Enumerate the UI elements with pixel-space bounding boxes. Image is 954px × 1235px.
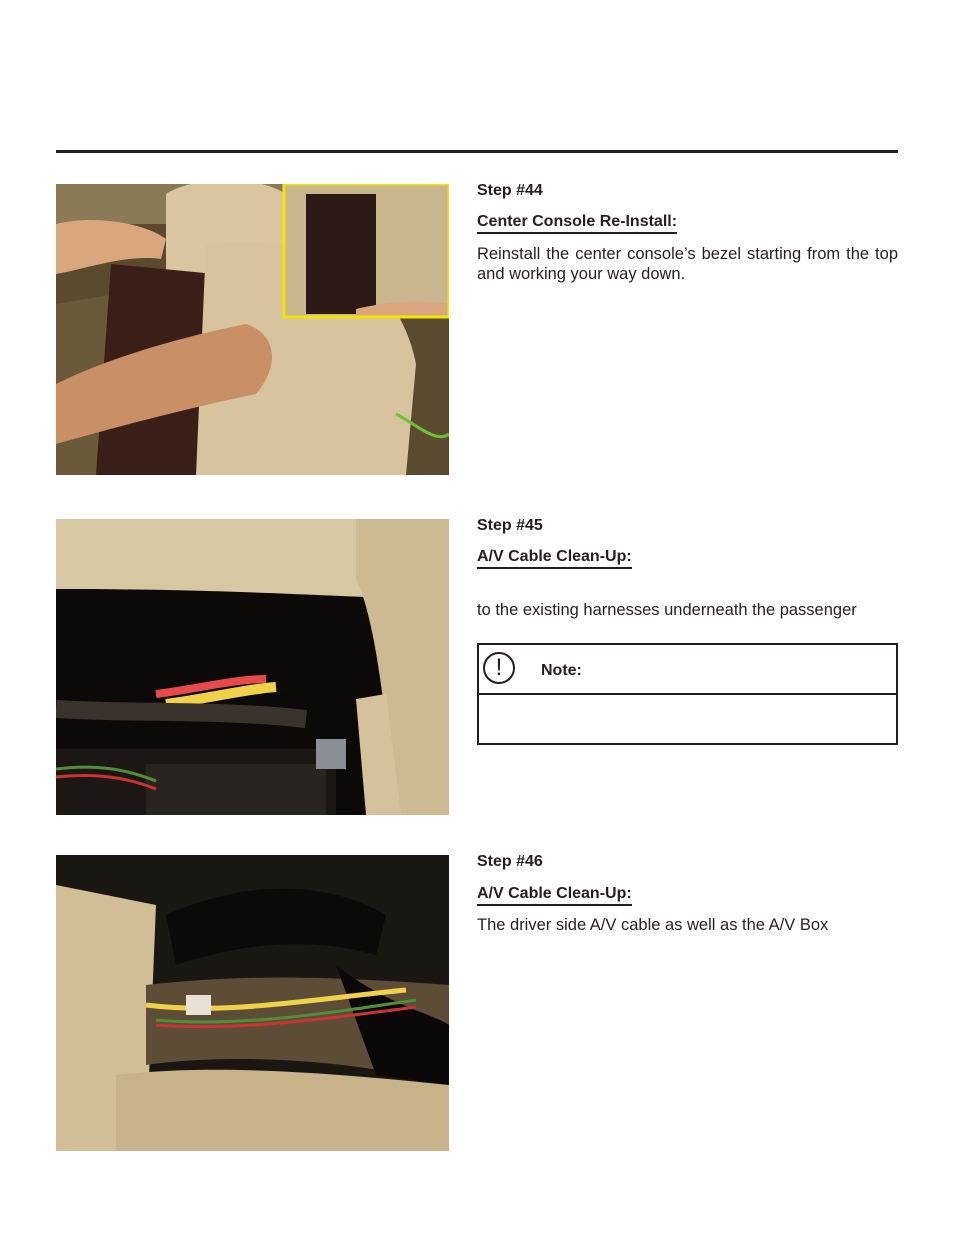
step-46-text: The driver side A/V cable as well as the A/V Box [477,916,829,934]
step-45-text: to the existing harnesses underneath the passenger [477,601,857,619]
step-46-heading: A/V Cable Clean-Up: [477,885,632,906]
step-44-photo [56,184,449,475]
note-box [477,643,898,745]
note-label: Note: [541,662,582,679]
step-45-number: Step #45 [477,517,543,534]
exclamation-icon: ! [483,652,515,684]
step-45-heading: A/V Cable Clean-Up: [477,548,632,569]
step-45-photo [56,519,449,815]
header-rule [56,150,898,153]
step-46-photo [56,855,449,1151]
step-44-heading: Center Console Re-Install: [477,213,677,234]
step-44-number: Step #44 [477,182,543,199]
step-46-number: Step #46 [477,853,543,870]
step-44-text: Reinstall the center console’s bezel starting from the top and working your way down. [477,245,898,283]
note-header [479,645,896,695]
